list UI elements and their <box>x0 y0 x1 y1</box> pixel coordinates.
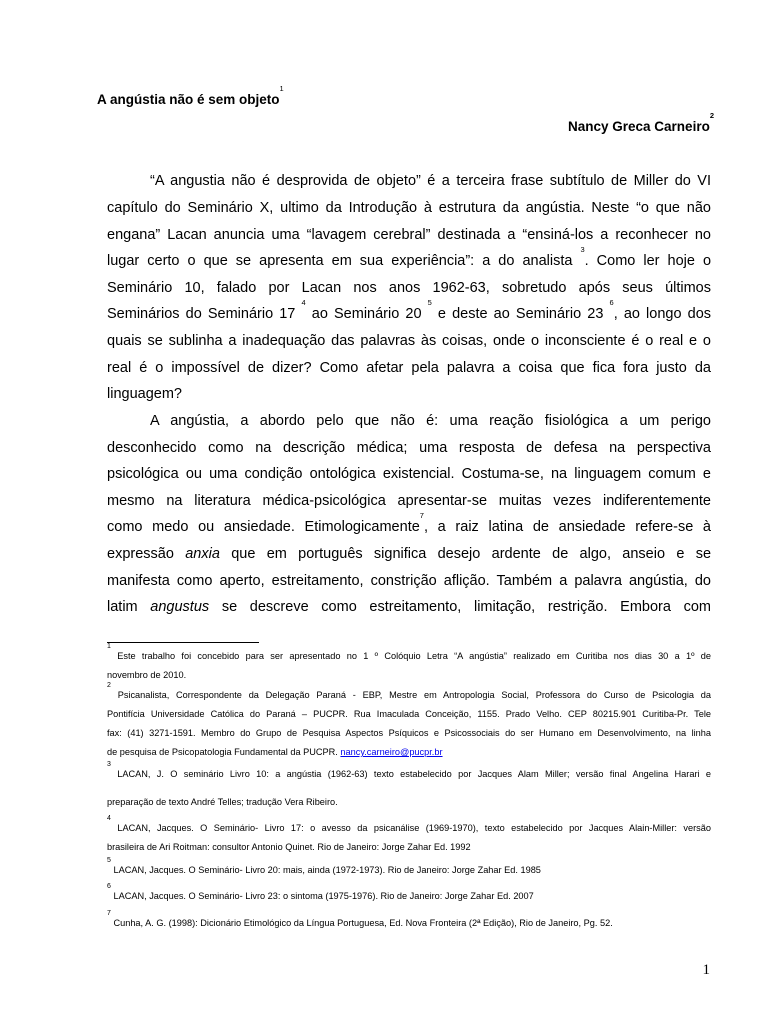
email-link[interactable]: nancy.carneiro@pucpr.br <box>340 747 443 757</box>
author-name: Nancy Greca Carneiro$^2$ <box>568 111 714 134</box>
body-line: real é o impossível de dizer? Como afetar pela palavra a coisa que fica fora justo da <box>107 360 711 376</box>
footnote-2-cont: fax: (41) 3271-1591. Membro do Grupo de Pesquisa Aspectos Psíquicos e Psicossociais do ser Humano em Desenvolvimento, na linha <box>107 728 711 738</box>
footnote-4-cont: brasileira de Ari Roitman: consultor Antonio Quinet. Rio de Janeiro: Jorge Zahar Ed. 1992 <box>107 842 471 852</box>
footnote-2-cont: Pontifícia Universidade Católica do Paraná – PUCPR. Rua Imaculada Conceição, 1155. Prado Velho. CEP 80215.901 Curitiba-Pr. Tele <box>107 709 711 719</box>
footnote-1: $^1$ Este trabalho foi concebido para ser apresentado no 1 º Colóquio Letra “A angústia” realizado em Curitiba nos dias 30 a 1º de <box>107 643 711 661</box>
footnote-1-cont: novembro de 2010. <box>107 670 187 680</box>
footnote-ref-5: 5 <box>427 298 432 307</box>
body-line: desconhecido como na descrição médica; uma resposta de defesa na perspectiva <box>107 440 711 456</box>
footnote-5: $^5$ LACAN, Jacques. O Seminário- Livro 20: mais, ainda (1972-1973). Rio de Janeiro: Jorge Zahar Ed. 1985 <box>107 857 541 875</box>
footnote-ref-1: 1 <box>279 84 284 93</box>
body-line: latim angustus se descreve como estreitamento, limitação, restrição. Embora com <box>107 599 711 615</box>
footnote-ref-4: 4 <box>301 298 306 307</box>
body-line: como medo ou ansiedade. Etimologicamente$^7$, a raiz latina de ansiedade refere-se à <box>107 511 711 535</box>
footnote-4: $^4$ LACAN, Jacques. O Seminário- Livro 17: o avesso da psicanálise (1969-1970), texto estabelecido por Jacques Alain-Miller: versão <box>107 815 711 833</box>
footnote-ref-2: 2 <box>709 111 714 120</box>
body-line: mesmo na literatura médica-psicológica apresentar-se muitas vezes indiferentemente <box>107 493 711 509</box>
page-title: A angústia não é sem objeto$^1$ <box>97 84 284 107</box>
italic-term: anxia <box>185 546 220 562</box>
footnote-2: $^2$ Psicanalista, Correspondente da Delegação Paraná - EBP, Mestre em Antropologia Social, Professora do Curso de Psicologia da <box>107 682 711 700</box>
body-line: capítulo do Seminário X, ultimo da Introdução à estrutura da angústia. Neste “o que não <box>107 200 711 216</box>
footnote-3: $^3$ LACAN, J. O seminário Livro 10: a angústia (1962-63) texto estabelecido por Jacques Alam Miller; versão final Angelina Harari e <box>107 761 711 779</box>
body-line: engana” Lacan anuncia uma “lavagem cerebral” destinada a “ensiná-los a reconhecer no <box>107 227 711 243</box>
page-number: 1 <box>702 962 710 978</box>
footnote-ref-3: 3 <box>580 245 585 254</box>
body-line: linguagem? <box>107 386 182 402</box>
footnote-ref-7: 7 <box>419 511 424 520</box>
footnote-2-cont: de pesquisa de Psicopatologia Fundamental da PUCPR. nancy.carneiro@pucpr.br <box>107 747 443 757</box>
body-line: lugar certo o que se apresenta em sua experiência”: a do analista $^3$. Como ler hoje o <box>107 245 712 269</box>
body-line: psicológica ou uma condição ontológica existencial. Costuma-se, na linguagem comum e <box>107 466 711 482</box>
footnote-3-cont: preparação de texto André Telles; tradução Vera Ribeiro. <box>107 797 338 807</box>
body-line: “A angustia não é desprovida de objeto” é a terceira frase subtítulo de Miller do VI <box>150 173 711 189</box>
italic-term: angustus <box>150 599 210 615</box>
footnote-separator <box>107 642 259 643</box>
footnote-6: $^6$ LACAN, Jacques. O Seminário- Livro 23: o sintoma (1975-1976). Rio de Janeiro: Jorge Zahar Ed. 2007 <box>107 883 534 901</box>
footnote-7: $^7$ Cunha, A. G. (1998): Dicionário Etimológico da Língua Portuguesa, Ed. Nova Fronteira (2ª Edição), Rio de Janeiro, Pg. 52. <box>107 910 613 928</box>
body-line: Seminário 10, falado por Lacan nos anos 1962-63, sobretudo após seus últimos <box>107 280 711 296</box>
footnote-ref-6: 6 <box>609 298 614 307</box>
body-line: Seminários do Seminário 17 $^4$ ao Seminário 20 $^5$ e deste ao Seminário 23 $^6$, ao longo dos <box>107 298 712 322</box>
body-line: quais se sublinha a inadequação das palavras às coisas, onde o inconsciente é o real e o <box>107 333 711 349</box>
body-line: expressão anxia que em português significa desejo ardente de algo, anseio e se <box>107 546 712 562</box>
body-line: manifesta como aperto, estreitamento, constrição aflição. Também a palavra angústia, do <box>107 573 711 589</box>
body-line: A angústia, a abordo pelo que não é: uma reação fisiológica a um perigo <box>150 413 711 429</box>
